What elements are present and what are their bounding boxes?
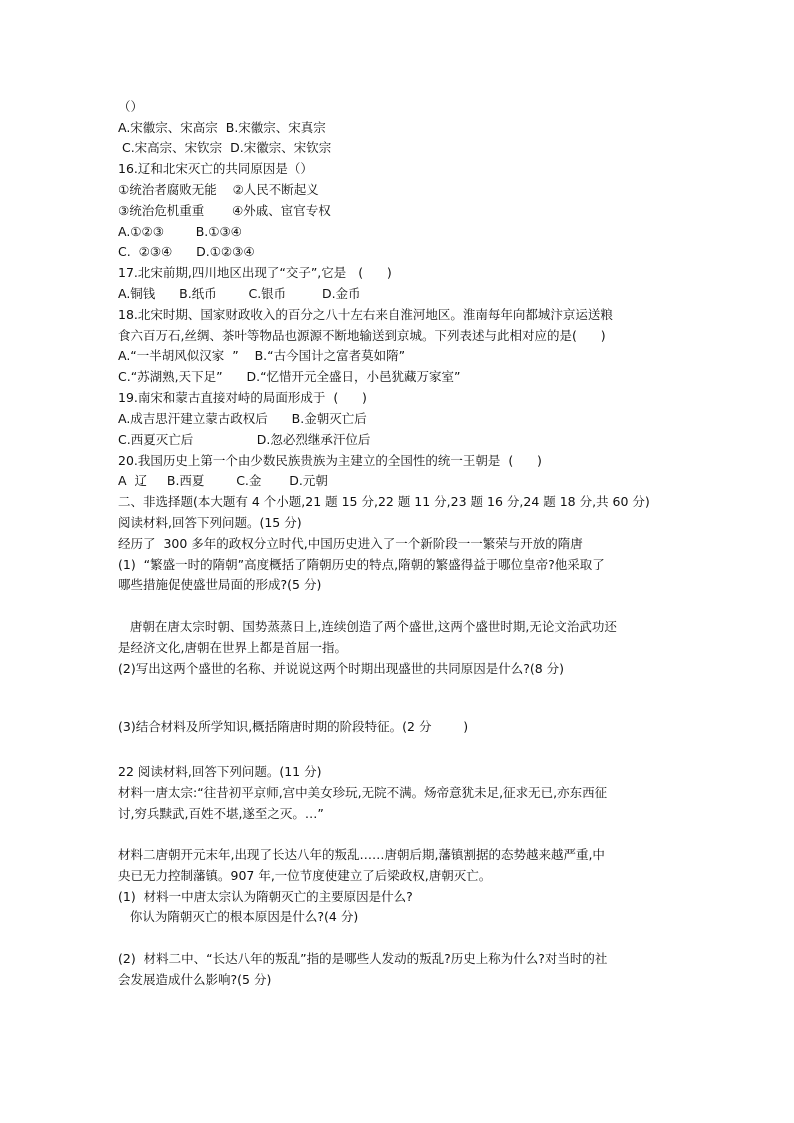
question-22-instruction: 22 阅读材料,回答下列问题。(11 分)	[118, 764, 322, 779]
question-18-stem-line1: 18.北宋时期、国家财政收入的百分之八十左右来自淮河地区。淮南每年向都城汴京运送粮	[118, 307, 613, 322]
question-17-stem: 17.北宋前期,四川地区出现了“交子”,它是 ( )	[118, 265, 392, 280]
question-22-material2-line2: 央已无力控制藩镇。907 年,一位节度使建立了后梁政权,唐朝灭亡。	[118, 868, 492, 883]
question-17-options: A.铜钱 B.纸币 C.银币 D.金币	[118, 286, 361, 301]
question-21-instruction: 阅读材料,回答下列问题。(15 分)	[118, 515, 302, 530]
question-22-material1-line1: 材料一唐太宗:“往昔初平京师,宫中美女珍玩,无院不满。炀帝意犹未足,征求无已,亦东西征	[118, 785, 608, 800]
question-21-part1-line2: 哪些措施促使盛世局面的形成?(5 分)	[118, 577, 322, 592]
question-16-options-cd: C. ②③④ D.①②③④	[118, 244, 255, 259]
question-22-material2-line1: 材料二唐朝开元末年,出现了长达八年的叛乱……唐朝后期,藩镇割据的态势越来越严重,中	[118, 847, 605, 862]
question-22-part2-line1: (2) 材料二中、“长达八年的叛乱”指的是哪些人发动的叛乱?历史上称为什么?对当时的社	[118, 951, 608, 966]
question-22-part1-line2: 你认为隋朝灭亡的根本原因是什么?(4 分)	[118, 909, 359, 924]
question-22-part2-line2: 会发展造成什么影响?(5 分)	[118, 972, 272, 987]
question-21-part2: (2)写出这两个盛世的名称、并说说这两个时期出现盛世的共同原因是什么?(8 分)	[118, 661, 565, 676]
question-20-options: A 辽 B.西夏 C.金 D.元朝	[118, 473, 328, 488]
question-21-part3: (3)结合材料及所学知识,概括隋唐时期的阶段特征。(2 分 )	[118, 719, 469, 734]
section-2-heading: 二、非选择题(本大题有 4 个小题,21 题 15 分,22 题 11 分,23 题 16 分,24 题 18 分,共 60 分)	[118, 494, 650, 509]
question-19-options-cd: C.西夏灭亡后 D.忽必烈继承汗位后	[118, 432, 371, 447]
question-18-options-cd: C.“苏湖熟,天下足” D.“忆惜开元全盛日，小邑犹藏万家室”	[118, 369, 461, 384]
question-21-passage-line2: 是经济文化,唐朝在世界上都是首屈一指。	[118, 640, 347, 655]
question-21-material: 经历了 300 多年的政权分立时代,中国历史进入了一个新阶段一一繁荣与开放的隋唐	[118, 536, 583, 551]
question-19-options-ab: A.成吉思汗建立蒙古政权后 B.金朝灭亡后	[118, 411, 367, 426]
question-22-part1-line1: (1) 材料一中唐太宗认为隋朝灭亡的主要原因是什么?	[118, 889, 413, 904]
question-19-stem: 19.南宋和蒙古直接对峙的局面形成于 ( )	[118, 390, 367, 405]
question-21-passage-line1: 唐朝在唐太宗时朝、国势蒸蒸日上,连续创造了两个盛世,这两个盛世时期,无论文治武功还	[118, 619, 617, 634]
question-15-bracket: （）	[118, 99, 144, 114]
question-16-items-12: ①统治者腐败无能 ②人民不断起义	[118, 182, 319, 197]
question-16-stem: 16.辽和北宋灭亡的共同原因是（）	[118, 161, 313, 176]
question-15-options-cd: C.宋高宗、宋钦宗 D.宋徽宗、宋钦宗	[118, 140, 332, 155]
question-20-stem: 20.我国历史上第一个由少数民族贵族为主建立的全国性的统一王朝是 ( )	[118, 453, 542, 468]
question-15-options-ab: A.宋徽宗、宋高宗 B.宋徽宗、宋真宗	[118, 120, 326, 135]
question-22-material1-line2: 讨,穷兵黩武,百姓不堪,遂至之灭。…”	[118, 806, 324, 821]
question-18-stem-line2: 食六百万石,丝绸、茶叶等物品也源源不断地输送到京城。下列表述与此相对应的是( )	[118, 328, 606, 343]
question-16-items-34: ③统治危机重重 ④外戚、宦官专权	[118, 203, 331, 218]
question-21-part1-line1: (1) “繁盛一时的隋朝”高度概括了隋朝历史的特点,隋朝的繁盛得益于哪位皇帝?他采取了	[118, 557, 605, 572]
question-18-options-ab: A.“一半胡风似汉家 ” B.“古今国计之富者莫如隋”	[118, 348, 406, 363]
question-16-options-ab: A.①②③ B.①③④	[118, 224, 242, 239]
